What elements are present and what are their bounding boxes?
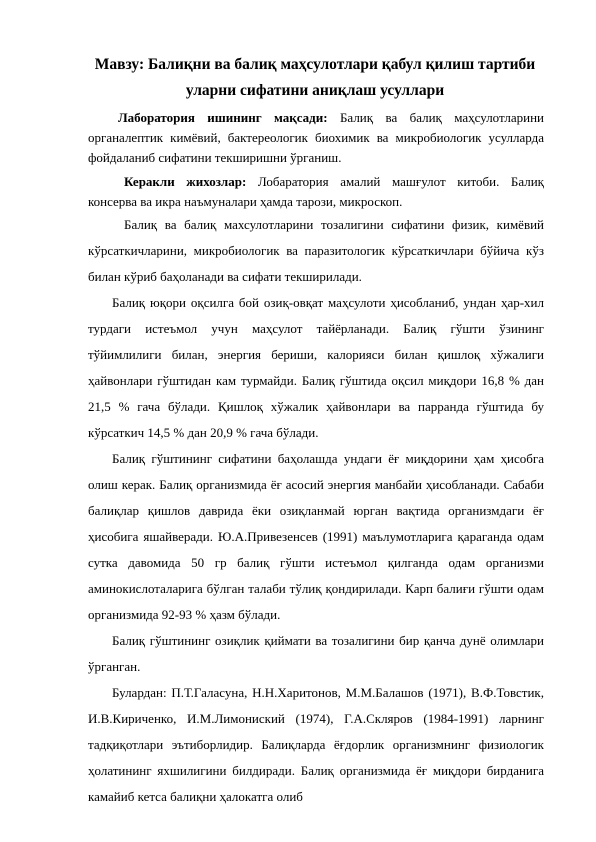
document-title: [80, 52, 550, 104]
paragraph-7: Булардан: П.Т.Галасуна, Н.Н.Харитонов, М.М.Балашов (1971), В.Ф.Товстик, И.В.Кириченко, И.М.Лимониский (1974), Г.А.Скляров (1984-1991) ларнинг тадқиқотлари эътиборлидир. Балиқларда ёғдорлик организмнинг физиологик ҳолатининг яхшилигини билдиради. Балиқ организмида ёғ миқдори бирданига камайиб кетса балиқни ҳалокатга олиб: [88, 685, 544, 804]
title-line-1: Мавзу: Балиқни ва балиқ маҳсулотлари қабул қилиш тартиби: [94, 56, 536, 73]
paragraph-6: Балиқ гўштининг озиқлик қиймати ва тозалигини бир қанча дунё олимлари ўрганган.: [88, 633, 544, 674]
paragraph-3: Балиқ ва балиқ махсулотларини тозалигини сифатини физик, кимёвий кўрсаткичларини, микробиологик ва паразитологик кўрсаткичлари бўйича кўз билан кўриб баҳоланади ва сифати текширилади.: [88, 217, 544, 284]
title-line-2: уларни сифатини аниқлаш усуллари: [185, 82, 445, 99]
paragraph-4: Балиқ юқори оқсилга бой озиқ-овқат маҳсулоти ҳисобланиб, ундан ҳар-хил турдаги истеъмол учун маҳсулот тайёрланади. Балиқ гўшти ўзининг тўйимлилиги билан, энергия бериши, калорияси билан қишлоқ хўжалиги ҳайвонлари гўштидан кам турмайди. Балиқ гўштида оқсил миқдори 16,8 % дан 21,5 % гача бўлади. Қишлоқ хўжалик ҳайвонлари ва парранда гўштида бу кўрсаткич 14,5 % дан 20,9 % гача бўлади.: [88, 295, 544, 440]
purpose-text: Балиқ ва балиқ маҳсулотларини органалептик кимёвий, бактереологик биохимик ва микробиологик усулларда фойдаланиб сифатини текширишни ўрганиш.: [88, 110, 544, 165]
paragraph-equipment: [88, 172, 544, 212]
equipment-text: Лобаратория амалий машғулот китоби. Балиқ консерва ва икра наъмуналари ҳамда тарози, микроскоп.: [88, 174, 544, 209]
document-body: [88, 108, 544, 810]
equipment-label: Керакли жихозлар:: [124, 174, 247, 189]
paragraph-5: Балиқ гўштининг сифатини баҳолашда ундаги ёғ миқдорини ҳам ҳисобга олиш керак. Балиқ организмида ёғ асосий энергия манбайи ҳисобланади. Сабаби балиқлар қишлов даврида ёки озиқланмай юрган вақтида организмдаги ёғ ҳисобига яшайверади. Ю.А.Привезенсев (1991) маълумотларига қараганда одам сутка давомида 50 гр балиқ гўшти истеъмол қилганда одам организми аминокислоталарига бўлган талаби тўлиқ қондирилади. Карп балиғи гўшти одам организмида 92-93 % ҳазм бўлади.: [88, 451, 544, 622]
purpose-label: Лаборатория ишининг мақсади:: [118, 110, 328, 125]
paragraph-purpose: [88, 108, 544, 168]
